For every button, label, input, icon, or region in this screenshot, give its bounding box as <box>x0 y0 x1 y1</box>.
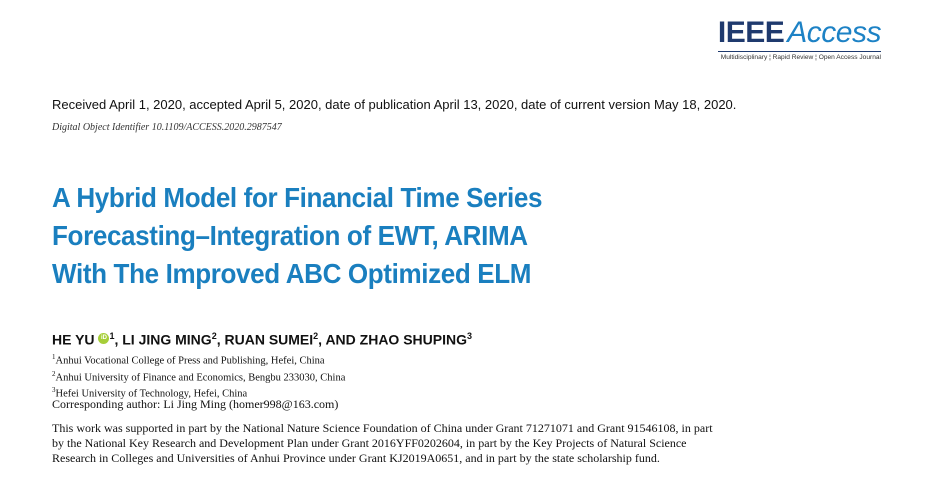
author-affil-number: 2 <box>313 331 319 341</box>
author-list: HE YU iD $^1$, LI JING MING$^2$, RUAN SUMEI$^2$, AND ZHAO SHUPING$^3$ <box>52 331 473 348</box>
affiliation-list <box>52 351 345 401</box>
affiliation-item: $^3$Hefei University of Technology, Hefei, China <box>52 386 248 400</box>
publication-dates: Received April 1, 2020, accepted April 5, 2020, date of publication April 13, 2020, date of current version May 18, 2020. <box>52 97 737 112</box>
author-affil-number: 1 <box>109 331 115 341</box>
logo-access-text: Access <box>787 16 881 49</box>
journal-logo <box>718 18 881 61</box>
corresponding-author: Corresponding author: Li Jing Ming (homer998@163.com) <box>52 397 339 411</box>
logo-ieee-text: IEEE <box>717 16 785 49</box>
funding-line: This work was supported in part by the National Nature Science Foundation of China under Grant 71271071 and Grant 91546108, in part <box>52 421 713 435</box>
affiliation-item: $^1$Anhui Vocational College of Press and Publishing, Hefei, China <box>52 353 325 367</box>
funding-line: Research in Colleges and Universities of Anhui Province under Grant KJ2019A0651, and in part by the state scholarship fund. <box>52 451 660 465</box>
author-name: LI JING MING <box>122 331 212 348</box>
title-line: With The Improved ABC Optimized ELM <box>52 258 532 289</box>
title-line: Forecasting–Integration of EWT, ARIMA <box>52 220 528 251</box>
title-line: A Hybrid Model for Financial Time Series <box>52 182 543 213</box>
funding-statement <box>52 421 772 466</box>
author-affil-number: 2 <box>211 331 217 341</box>
paper-title <box>52 179 542 293</box>
doi-line: Digital Object Identifier 10.1109/ACCESS.2020.2987547 <box>52 122 282 133</box>
author-affil-number: 3 <box>467 331 473 341</box>
affiliation-item: $^2$Anhui University of Finance and Economics, Bengbu 233030, China <box>52 369 346 383</box>
author-name: RUAN SUMEI <box>224 331 314 348</box>
funding-line: by the National Key Research and Development Plan under Grant 2016YFF0202604, in part by the Key Projects of Natural Science <box>52 436 687 450</box>
author-name: HE YU <box>52 331 95 348</box>
author-name: AND ZHAO SHUPING <box>325 331 467 348</box>
orcid-icon[interactable]: iD <box>98 333 109 344</box>
logo-tagline: Multidisciplinary ¦ Rapid Review ¦ Open Access Journal <box>720 54 881 61</box>
logo-divider <box>718 51 881 52</box>
